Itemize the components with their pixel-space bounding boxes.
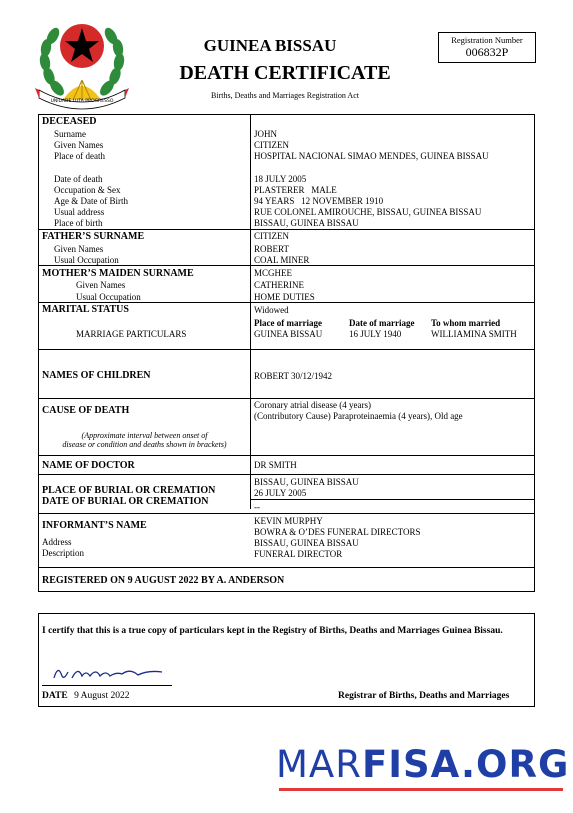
burial-date-value: 26 JULY 2005 [254, 488, 307, 498]
informant-description-value: FUNERAL DIRECTOR [254, 549, 343, 559]
cause-line1: Coronary atrial disease (4 years) [254, 400, 371, 410]
divider [38, 455, 535, 456]
marital-heading: MARITAL STATUS [42, 304, 129, 315]
logo-part1: MAR [276, 743, 362, 786]
doctor-heading: NAME OF DOCTOR [42, 460, 135, 471]
divider [38, 474, 535, 475]
informant-name-value: KEVIN MURPHY [254, 516, 323, 526]
signature-image [48, 658, 178, 686]
marital-status-value: Widowed [254, 305, 289, 315]
cause-heading: CAUSE OF DEATH [42, 405, 130, 416]
occupation-value: PLASTERER MALE [254, 185, 337, 195]
father-occupation-label: Usual Occupation [54, 255, 119, 265]
age-label: Age & Date of Birth [54, 196, 128, 206]
burial-sub-divider [251, 499, 535, 500]
registered-line: REGISTERED ON 9 AUGUST 2022 BY A. ANDERSON [42, 575, 285, 586]
registration-label: Registration Number [451, 35, 523, 45]
burial-place-value: BISSAU, GUINEA BISSAU [254, 477, 359, 487]
doctor-value: DR SMITH [254, 460, 297, 470]
surname-label: Surname [54, 129, 86, 139]
given-names-value: CITIZEN [254, 140, 289, 150]
national-emblem [33, 14, 131, 114]
registration-number: 006832P [465, 45, 509, 59]
svg-text:UNIDADE LUTA PROGRESSO: UNIDADE LUTA PROGRESSO [50, 99, 114, 104]
divider [38, 349, 535, 350]
cause-note [42, 431, 247, 449]
children-heading: NAMES OF CHILDREN [42, 370, 151, 381]
column-divider [250, 114, 251, 509]
father-occupation-value: COAL MINER [254, 255, 310, 265]
address-label: Usual address [54, 207, 105, 217]
father-given-value: ROBERT [254, 244, 289, 254]
whom-married-heading: To whom married [431, 318, 501, 328]
marriage-particulars-label: MARRIAGE PARTICULARS [76, 329, 187, 339]
divider [38, 265, 535, 266]
burial-place-heading: PLACE OF BURIAL OR CREMATION [42, 485, 216, 496]
mother-occupation-value: HOME DUTIES [254, 292, 315, 302]
mother-given-label: Given Names [76, 280, 126, 290]
date-row [42, 691, 130, 701]
divider [38, 513, 535, 514]
mother-given-value: CATHERINE [254, 280, 304, 290]
cause-note-line2: disease or condition and deaths shown in brackets) [62, 440, 227, 449]
marfisa-logo [276, 743, 569, 787]
informant-address-value: BISSAU, GUINEA BISSAU [254, 538, 359, 548]
certificate-title: DEATH CERTIFICATE [179, 62, 391, 84]
burial-date-heading: DATE OF BURIAL OR CREMATION [42, 496, 209, 507]
country-title: GUINEA BISSAU [203, 36, 337, 55]
logo-underline [279, 788, 563, 791]
place-of-death-value: HOSPITAL NACIONAL SIMAO MENDES, GUINEA BISSAU [254, 151, 489, 161]
place-of-marriage-value: GUINEA BISSAU [254, 329, 323, 339]
act-subtitle: Births, Deaths and Marriages Registration Act [211, 91, 359, 100]
logo-part3: .ORG [460, 743, 570, 786]
date-of-death-value: 18 JULY 2005 [254, 174, 307, 184]
informant-company-value: BOWRA & O’DES FUNERAL DIRECTORS [254, 527, 421, 537]
date-label: DATE [42, 691, 68, 701]
father-surname-value: CITIZEN [254, 231, 289, 241]
date-value: 9 August 2022 [74, 691, 130, 701]
deceased-heading: DECEASED [42, 116, 97, 127]
logo-part2: FISA [361, 743, 461, 786]
whom-married-value: WILLIAMINA SMITH [431, 329, 517, 339]
place-of-death-label: Place of death [54, 151, 105, 161]
signature-line [42, 685, 172, 686]
date-of-marriage-heading: Date of marriage [349, 318, 415, 328]
divider [38, 302, 535, 303]
cause-line2: (Contributory Cause) Paraproteinaemia (4 years), Old age [254, 411, 463, 421]
given-names-label: Given Names [54, 140, 104, 150]
date-of-marriage-value: 16 JULY 1940 [349, 329, 402, 339]
father-given-label: Given Names [54, 244, 104, 254]
informant-heading: INFORMANT’S NAME [42, 520, 147, 531]
surname-value: JOHN [254, 129, 278, 139]
mother-occupation-label: Usual Occupation [76, 292, 141, 302]
address-value: RUE COLONEL AMIROUCHE, BISSAU, GUINEA BISSAU [254, 207, 482, 217]
certification-text: I certify that this is a true copy of particulars kept in the Registry of Births, Deaths and Marriages Guinea Bissau. [42, 626, 503, 636]
mother-heading: MOTHER’S MAIDEN SURNAME [42, 268, 194, 279]
place-of-birth-label: Place of birth [54, 218, 103, 228]
divider [38, 229, 535, 230]
date-of-death-label: Date of death [54, 174, 103, 184]
informant-address-label: Address [42, 537, 72, 547]
children-value: ROBERT 30/12/1942 [254, 371, 333, 381]
cause-note-line1: (Approximate interval between onset of [81, 431, 208, 440]
age-value: 94 YEARS 12 NOVEMBER 1910 [254, 196, 384, 206]
father-heading: FATHER’S SURNAME [42, 231, 145, 242]
registrar-title: Registrar of Births, Deaths and Marriages [338, 691, 510, 701]
mother-surname-value: MCGHEE [254, 268, 292, 278]
occupation-label: Occupation & Sex [54, 185, 121, 195]
place-of-birth-value: BISSAU, GUINEA BISSAU [254, 218, 359, 228]
place-of-marriage-heading: Place of marriage [254, 318, 322, 328]
burial-extra-value: -- [254, 502, 260, 512]
informant-description-label: Description [42, 548, 84, 558]
registered-row-mask [251, 568, 534, 591]
divider [38, 398, 535, 399]
registration-box [438, 32, 536, 63]
